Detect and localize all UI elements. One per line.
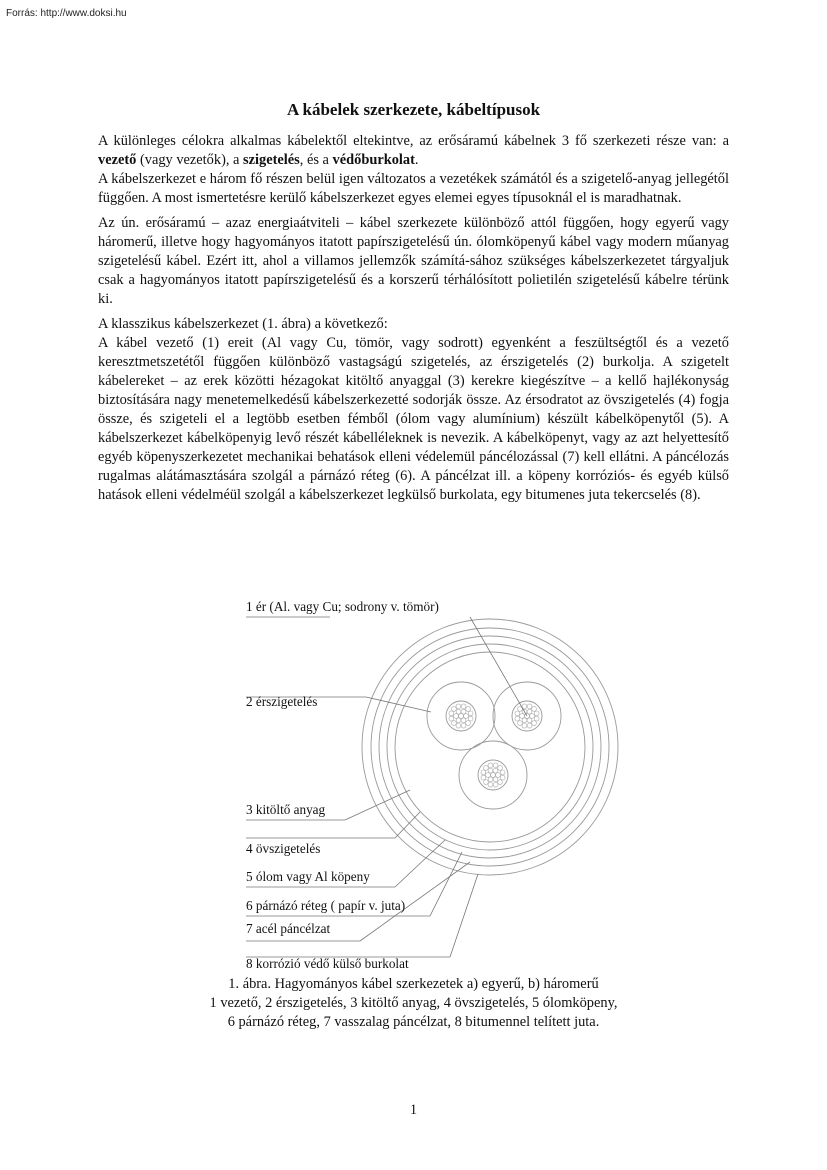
conductor-strand: [491, 773, 496, 778]
page-number: 1: [409, 1102, 418, 1118]
conductor-strand: [527, 709, 532, 714]
leader-6b: [430, 852, 462, 916]
conductor-strand: [486, 773, 491, 778]
conductor-strand: [456, 709, 461, 714]
caption-line-2: 1 vezető, 2 érszigetelés, 3 kitöltő anyag, 4 övszigetelés, 5 ólomköpeny,: [209, 995, 618, 1011]
conductor-strand: [534, 716, 539, 721]
conductor-strand: [493, 763, 498, 768]
conductor-strand: [488, 768, 493, 773]
leader-4b: [395, 812, 420, 838]
caption-line-1: 1. ábra. Hagyományos kábel szerkezetek a) egyerű, b) háromerű: [228, 976, 599, 992]
conductor-strand: [527, 704, 532, 709]
conductor-strand: [466, 707, 471, 712]
conductor-strand: [481, 770, 486, 775]
conductor-strand: [488, 763, 493, 768]
conductor-strand: [484, 780, 489, 785]
leader-8b: [450, 874, 478, 957]
page-title: A kábelek szerkezete, kábeltípusok: [286, 100, 541, 119]
core-insulation-bottom: [459, 741, 527, 809]
caption-line-3: 6 párnázó réteg, 7 vasszalag páncélzat, 8 bitumennel telített juta.: [227, 1014, 600, 1030]
leader-3b: [345, 790, 410, 820]
conductor-strand: [500, 775, 505, 780]
conductor-strand: [515, 716, 520, 721]
figure-label-4: 4 övszigetelés: [246, 841, 321, 856]
conductor-strand: [484, 766, 489, 771]
conductor-strand: [520, 714, 525, 719]
conductor-strand: [532, 707, 537, 712]
conductor-strand: [534, 711, 539, 716]
layer-7: [371, 628, 609, 866]
conductor-strand: [493, 768, 498, 773]
conductor-strand: [449, 716, 454, 721]
conductor-strand: [481, 775, 486, 780]
figure-label-7: 7 acél páncélzat: [246, 921, 331, 936]
conductor-strand: [461, 709, 466, 714]
conductor-strand: [500, 770, 505, 775]
layer-5: [387, 644, 593, 850]
conductor-strand: [449, 711, 454, 716]
term-szigeteles: szigetelés: [243, 152, 300, 168]
conductor-strand: [488, 777, 493, 782]
figure-label-8: 8 korrózió védő külső burkolat: [246, 956, 409, 971]
conductor-strand: [456, 704, 461, 709]
conductor-left: [446, 701, 476, 731]
conductor-strand: [456, 723, 461, 728]
conductor-strand: [498, 766, 503, 771]
figure-label-1: 1 ér (Al. vagy Cu; sodrony v. tömör): [246, 599, 439, 614]
figure-caption: [0, 975, 827, 1032]
conductor-strand: [530, 714, 535, 719]
conductor-strand: [493, 777, 498, 782]
paragraph-1b: A kábelszerkezet e három fő részen belül igen változatos a vezetékek számától és a szigetelő-anyag jellegétől függően. A most ismertetésre kerülő kábelszerkezet egyes elemei egyes típusoknál el is maradhatnak.: [98, 171, 729, 206]
source-note: Forrás: http://www.doksi.hu: [6, 8, 127, 19]
conductor-strand: [498, 780, 503, 785]
conductor-strand: [452, 707, 457, 712]
conductor-strand: [452, 721, 457, 726]
paragraph-1-text-c: (vagy vezetők), a: [136, 152, 244, 168]
conductor-strand: [518, 721, 523, 726]
term-vedoburkolat: védőburkolat: [332, 152, 415, 168]
layer-6: [379, 636, 601, 858]
term-vezeto: vezető: [98, 152, 137, 168]
conductor-strand: [459, 714, 464, 719]
conductor-strand: [515, 711, 520, 716]
conductor-strand: [527, 723, 532, 728]
conductor-strand: [493, 782, 498, 787]
conductor-strand: [527, 718, 532, 723]
figure-label-6: 6 párnázó réteg ( papír v. juta): [246, 898, 406, 913]
conductor-bottom: [478, 760, 508, 790]
conductor-strand: [461, 723, 466, 728]
figure-label-3: 3 kitöltő anyag: [246, 802, 326, 817]
paragraph-1-text-a: A különleges célokra alkalmas kábelektől eltekintve, az erősáramú kábelnek 3 fő szerkezeti része van: a: [98, 133, 729, 149]
paragraph-1-text-e: .: [414, 152, 419, 168]
conductor-strand: [466, 721, 471, 726]
conductor-strand: [461, 718, 466, 723]
paragraph-1-text-d: , és a: [299, 152, 333, 168]
conductor-strand: [468, 711, 473, 716]
outer-layer-8: [362, 619, 618, 875]
conductor-strand: [488, 782, 493, 787]
figure-label-5: 5 ólom vagy Al köpeny: [246, 869, 370, 884]
paragraph-3b: A kábel vezető (1) ereit (Al vagy Cu, tömör, vagy sodrott) egyenként a feszültségtől és a vezető keresztmetszetétől függően különböző vastagságú szigetelés, az érszigetelés (2) burkolja. A szigetelt kábelereket – az erek közötti hézagokat kitöltő anyaggal (3) kerekre kiegészítve – a kellő hajlékonyság biztosítására nagy menetemelkedésű kábelszerkezetté sodorják össze. Az érsodratot az övszigetelés (4) fogja össze, és szigeteli el a legtöbb esetben fémből (ólom vagy alumínium) készült kábelköpenytől (5). A kábelszerkezet kábelköpenyig levő részét kábelléleknek is nevezik. A kábelköpenyt, vagy az azt helyettesítő egyéb köpenyszerkezetet mechanikai behatások elleni védelemül páncélozással (7) kell ellátni. A páncélozás rugalmas alátámasztására szolgál a párnázó réteg (6). A páncélzat ill. a köpeny korróziós- és egyéb külső hatások elleni védelméül szolgál a kábelszerkezet legkülső burkolata, egy bitumenes juta tekercselés (8).: [98, 335, 729, 503]
paragraph-3a: A klasszikus kábelszerkezet (1. ábra) a következő:: [98, 316, 388, 332]
layer-4: [395, 652, 585, 842]
conductor-strand: [461, 704, 466, 709]
conductor-strand: [532, 721, 537, 726]
conductor-strand: [456, 718, 461, 723]
paragraph-2: Az ún. erősáramú – azaz energiaátviteli – kábel szerkezete különböző attól függően, hogy egyerű vagy háromerű, illetve hogy hagyományos itatott papírszigetelésű ún. ólomköpenyű kábel vagy modern műanyag szigetelésű kábel. Ezért itt, ahol a villamos jellemzők számítá-sához szükséges kábelszerkezetet tárgyaljuk csak a hagyományos itatott papírszigetelésű és a korszerű térhálósított polietilén szigetelésű kábelre térünk ki.: [98, 215, 729, 307]
conductor-strand: [522, 723, 527, 728]
conductor-strand: [468, 716, 473, 721]
figure-label-2: 2 érszigetelés: [246, 694, 318, 709]
conductor-strand: [496, 773, 501, 778]
conductor-strand: [464, 714, 469, 719]
core-insulation-left: [427, 682, 495, 750]
conductor-strand: [454, 714, 459, 719]
conductor-strand: [522, 718, 527, 723]
